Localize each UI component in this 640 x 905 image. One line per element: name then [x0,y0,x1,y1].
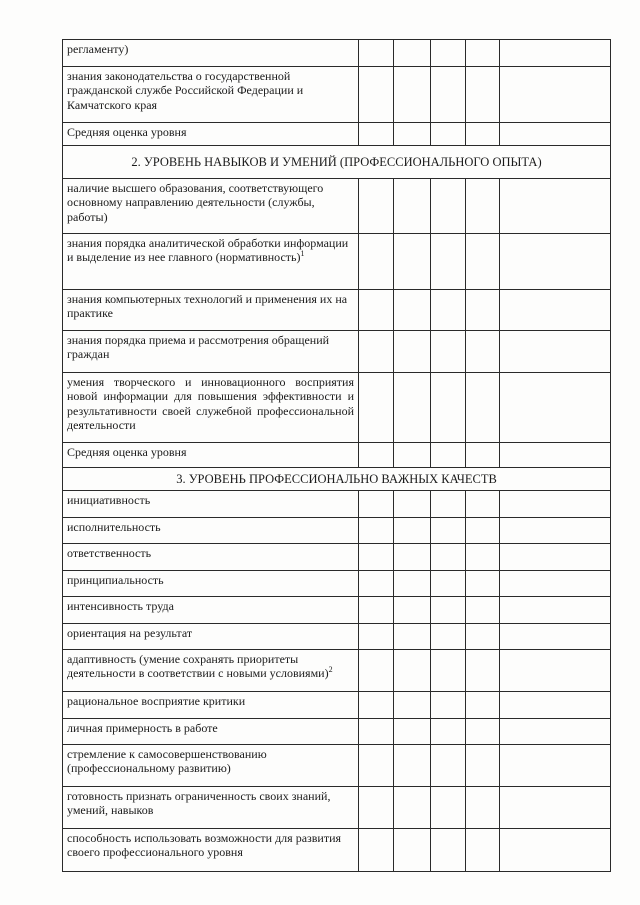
score-cell[interactable] [500,692,611,719]
score-cell[interactable] [466,571,500,597]
score-cell[interactable] [500,443,611,468]
criterion-label: стремление к самосовершенствованию (профессиональному развитию) [63,745,359,787]
table-row [63,571,611,597]
score-cell[interactable] [466,290,500,331]
score-cell[interactable] [431,179,466,234]
score-cell[interactable] [500,571,611,597]
score-cell[interactable] [359,40,394,67]
score-cell[interactable] [466,491,500,518]
score-cell[interactable] [466,650,500,692]
score-cell[interactable] [394,331,431,373]
score-cell[interactable] [359,179,394,234]
criterion-label: рациональное восприятие критики [63,692,359,719]
table-row [63,692,611,719]
table-row [63,331,611,373]
score-cell[interactable] [394,40,431,67]
table-row [63,67,611,123]
criterion-label [63,234,359,290]
table-row [63,123,611,146]
score-cell[interactable] [394,491,431,518]
table-row [63,650,611,692]
score-cell[interactable] [466,745,500,787]
score-cell[interactable] [500,67,611,123]
criterion-label: личная примерность в работе [63,719,359,745]
score-cell[interactable] [431,373,466,443]
score-cell[interactable] [431,745,466,787]
score-cell[interactable] [500,518,611,544]
table-row [63,544,611,571]
score-cell[interactable] [466,123,500,146]
table-row [63,373,611,443]
section-title: 2. УРОВЕНЬ НАВЫКОВ И УМЕНИЙ (ПРОФЕССИОНАЛЬНОГО ОПЫТА) [63,146,611,179]
table-row [63,491,611,518]
score-cell[interactable] [466,692,500,719]
score-cell[interactable] [500,123,611,146]
criterion-text: адаптивность (умение сохранять приоритеты деятельности в соответствии с новыми условиями) [67,652,329,681]
score-cell[interactable] [431,234,466,290]
score-cell[interactable] [431,491,466,518]
score-cell[interactable] [394,624,431,650]
score-cell[interactable] [394,373,431,443]
score-cell[interactable] [359,331,394,373]
table-row [63,745,611,787]
table-row [63,787,611,829]
criterion-label: ориентация на результат [63,624,359,650]
table-row [63,597,611,624]
score-cell[interactable] [500,624,611,650]
score-cell[interactable] [359,597,394,624]
score-cell[interactable] [359,373,394,443]
criterion-label: знания компьютерных технологий и применения их на практике [63,290,359,331]
score-cell[interactable] [500,544,611,571]
criterion-label: готовность признать ограниченность своих знаний, умений, навыков [63,787,359,829]
score-cell[interactable] [359,719,394,745]
score-cell[interactable] [466,443,500,468]
score-cell[interactable] [359,571,394,597]
score-cell[interactable] [466,624,500,650]
score-cell[interactable] [359,443,394,468]
score-cell[interactable] [359,544,394,571]
score-cell[interactable] [359,787,394,829]
score-cell[interactable] [431,787,466,829]
score-cell[interactable] [394,443,431,468]
score-cell[interactable] [500,597,611,624]
score-cell[interactable] [466,179,500,234]
table-row [63,290,611,331]
score-cell[interactable] [394,650,431,692]
score-cell[interactable] [466,787,500,829]
score-cell[interactable] [500,373,611,443]
score-cell[interactable] [466,331,500,373]
criterion-label: знания порядка приема и рассмотрения обращений граждан [63,331,359,373]
score-cell[interactable] [431,692,466,719]
score-cell[interactable] [394,571,431,597]
score-cell[interactable] [466,719,500,745]
table-row [63,40,611,67]
criterion-text: знания порядка аналитической обработки информации и выделение из нее главного (нормативность) [67,236,349,265]
score-cell[interactable] [394,719,431,745]
section-header-row [63,468,611,491]
score-cell[interactable] [394,518,431,544]
score-cell[interactable] [394,234,431,290]
score-cell[interactable] [500,745,611,787]
score-cell[interactable] [431,518,466,544]
score-cell[interactable] [431,719,466,745]
score-cell[interactable] [431,571,466,597]
score-cell[interactable] [431,829,466,872]
score-cell[interactable] [394,692,431,719]
score-cell[interactable] [394,787,431,829]
score-cell[interactable] [466,234,500,290]
score-cell[interactable] [359,518,394,544]
score-cell[interactable] [466,40,500,67]
score-cell[interactable] [500,650,611,692]
score-cell[interactable] [500,40,611,67]
score-cell[interactable] [394,179,431,234]
score-cell[interactable] [394,829,431,872]
criterion-label: принципиальность [63,571,359,597]
score-cell[interactable] [394,67,431,123]
score-cell[interactable] [431,40,466,67]
average-label: Средняя оценка уровня [63,443,359,468]
score-cell[interactable] [466,544,500,571]
criterion-label: наличие высшего образования, соответствующего основному направлению деятельности (службы, работы) [63,179,359,234]
score-cell[interactable] [431,443,466,468]
table-row [63,829,611,872]
criterion-label: исполнительность [63,518,359,544]
table-row [63,624,611,650]
score-cell[interactable] [359,692,394,719]
footnote-marker: 2 [328,665,333,675]
score-cell[interactable] [500,331,611,373]
score-cell[interactable] [394,290,431,331]
criterion-label: знания законодательства о государственной гражданской службе Российской Федерации и Камчатского края [63,67,359,123]
score-cell[interactable] [431,597,466,624]
score-cell[interactable] [394,123,431,146]
score-cell[interactable] [431,650,466,692]
section-header-row [63,146,611,179]
evaluation-table [62,39,611,872]
score-cell[interactable] [500,787,611,829]
score-cell[interactable] [431,67,466,123]
score-cell[interactable] [431,544,466,571]
score-cell[interactable] [500,829,611,872]
score-cell[interactable] [431,290,466,331]
score-cell[interactable] [359,491,394,518]
criterion-label: интенсивность труда [63,597,359,624]
table-row [63,518,611,544]
score-cell[interactable] [431,624,466,650]
score-cell[interactable] [431,123,466,146]
score-cell[interactable] [500,290,611,331]
score-cell[interactable] [500,491,611,518]
score-cell[interactable] [359,123,394,146]
score-cell[interactable] [359,67,394,123]
criterion-label: способность использовать возможности для развития своего профессионального уровня [63,829,359,872]
criterion-label [63,650,359,692]
score-cell[interactable] [431,331,466,373]
score-cell[interactable] [466,518,500,544]
score-cell[interactable] [359,650,394,692]
score-cell[interactable] [359,290,394,331]
score-cell[interactable] [500,179,611,234]
score-cell[interactable] [500,234,611,290]
table-row [63,234,611,290]
score-cell[interactable] [359,745,394,787]
table-row [63,179,611,234]
average-label: Средняя оценка уровня [63,123,359,146]
criterion-label: умения творческого и инновационного восприятия новой информации для повышения эффективности и результативности своей служебной профессиональной деятельности [63,373,359,443]
table-row [63,719,611,745]
score-cell[interactable] [466,67,500,123]
score-cell[interactable] [359,234,394,290]
score-cell[interactable] [466,373,500,443]
score-cell[interactable] [500,719,611,745]
score-cell[interactable] [466,829,500,872]
score-cell[interactable] [394,597,431,624]
score-cell[interactable] [394,544,431,571]
table-row [63,443,611,468]
score-cell[interactable] [394,745,431,787]
score-cell[interactable] [466,597,500,624]
criterion-label: инициативность [63,491,359,518]
score-cell[interactable] [359,624,394,650]
criterion-label: ответственность [63,544,359,571]
footnote-marker: 1 [300,249,305,259]
criterion-label: регламенту) [63,40,359,67]
section-title: 3. УРОВЕНЬ ПРОФЕССИОНАЛЬНО ВАЖНЫХ КАЧЕСТВ [63,468,611,491]
score-cell[interactable] [359,829,394,872]
